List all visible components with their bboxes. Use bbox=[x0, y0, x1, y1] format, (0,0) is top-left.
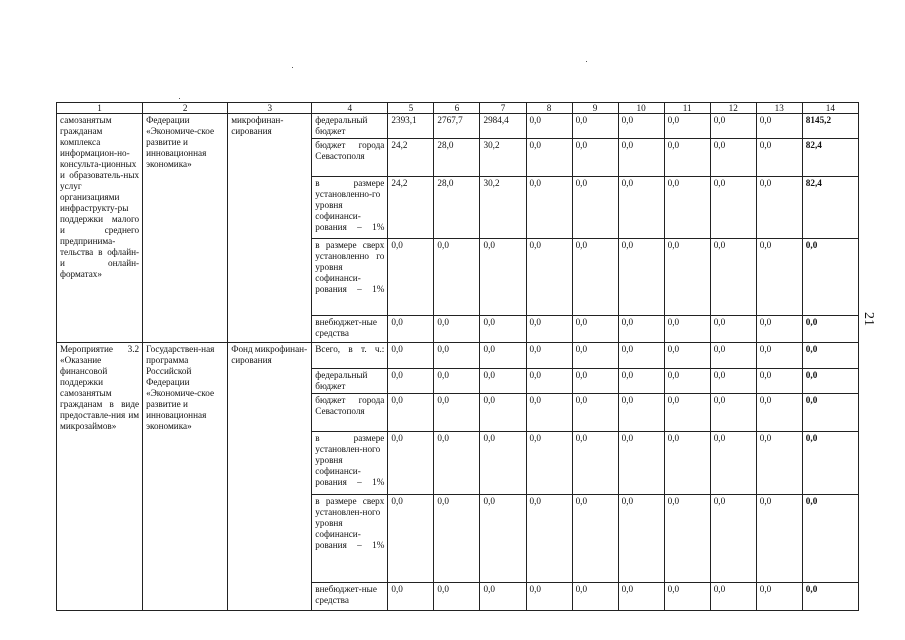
total-cell: 0,0 bbox=[802, 432, 858, 495]
value-cell: 0,0 bbox=[480, 583, 526, 611]
value-cell: 0,0 bbox=[526, 432, 572, 495]
value-cell: 0,0 bbox=[480, 495, 526, 583]
column-header: 9 bbox=[572, 103, 618, 114]
column-header: 14 bbox=[802, 103, 858, 114]
value-cell: 0,0 bbox=[526, 139, 572, 177]
value-cell: 0,0 bbox=[572, 316, 618, 343]
value-cell: 0,0 bbox=[572, 583, 618, 611]
value-cell: 0,0 bbox=[572, 369, 618, 394]
funding-source-cell: в размере установлен-ного уровня софинанси-рования – 1% bbox=[312, 432, 388, 495]
value-cell: 0,0 bbox=[526, 343, 572, 369]
value-cell: 0,0 bbox=[618, 316, 664, 343]
funding-source-cell: внебюджет-ные средства bbox=[312, 583, 388, 611]
total-cell: 82,4 bbox=[802, 177, 858, 239]
value-cell: 0,0 bbox=[388, 239, 434, 316]
value-cell: 0,0 bbox=[618, 495, 664, 583]
value-cell: 0,0 bbox=[388, 583, 434, 611]
measure-description-cell: Мероприятие 3.2 «Оказание финансовой поддержки самозанятым гражданам в виде предоставле-ния им микрозаймов» bbox=[57, 343, 143, 611]
value-cell: 2767,7 bbox=[434, 114, 480, 139]
value-cell: 0,0 bbox=[664, 369, 710, 394]
value-cell: 0,0 bbox=[388, 394, 434, 432]
value-cell: 0,0 bbox=[710, 495, 756, 583]
total-cell: 0,0 bbox=[802, 495, 858, 583]
value-cell: 0,0 bbox=[572, 239, 618, 316]
value-cell: 0,0 bbox=[572, 394, 618, 432]
value-cell: 0,0 bbox=[434, 583, 480, 611]
value-cell: 0,0 bbox=[710, 432, 756, 495]
value-cell: 0,0 bbox=[756, 369, 802, 394]
value-cell: 30,2 bbox=[480, 139, 526, 177]
value-cell: 0,0 bbox=[756, 239, 802, 316]
value-cell: 0,0 bbox=[710, 583, 756, 611]
value-cell: 0,0 bbox=[664, 583, 710, 611]
value-cell: 0,0 bbox=[756, 343, 802, 369]
value-cell: 0,0 bbox=[388, 343, 434, 369]
total-cell: 8145,2 bbox=[802, 114, 858, 139]
table-body bbox=[57, 114, 859, 611]
column-header: 10 bbox=[618, 103, 664, 114]
total-cell: 0,0 bbox=[802, 583, 858, 611]
column-header: 6 bbox=[434, 103, 480, 114]
value-cell: 0,0 bbox=[664, 316, 710, 343]
value-cell: 0,0 bbox=[618, 239, 664, 316]
value-cell: 0,0 bbox=[710, 114, 756, 139]
column-header: 7 bbox=[480, 103, 526, 114]
funding-source-cell: внебюджет-ные средства bbox=[312, 316, 388, 343]
value-cell: 0,0 bbox=[710, 177, 756, 239]
value-cell: 0,0 bbox=[572, 343, 618, 369]
value-cell: 0,0 bbox=[618, 583, 664, 611]
total-cell: 0,0 bbox=[802, 369, 858, 394]
value-cell: 0,0 bbox=[664, 432, 710, 495]
scan-speck bbox=[179, 98, 180, 99]
column-number-row bbox=[57, 103, 859, 114]
funding-source-cell: в размере сверх установлен-ного уровня софинанси-рования – 1% bbox=[312, 495, 388, 583]
value-cell: 0,0 bbox=[756, 139, 802, 177]
value-cell: 0,0 bbox=[434, 316, 480, 343]
value-cell: 0,0 bbox=[756, 177, 802, 239]
value-cell: 0,0 bbox=[526, 583, 572, 611]
funding-source-cell: бюджет города Севастополя bbox=[312, 139, 388, 177]
value-cell: 24,2 bbox=[388, 139, 434, 177]
value-cell: 0,0 bbox=[664, 139, 710, 177]
total-cell: 0,0 bbox=[802, 239, 858, 316]
funding-source-cell: федеральный бюджет bbox=[312, 114, 388, 139]
value-cell: 0,0 bbox=[710, 343, 756, 369]
value-cell: 0,0 bbox=[434, 239, 480, 316]
value-cell: 0,0 bbox=[618, 139, 664, 177]
value-cell: 0,0 bbox=[434, 495, 480, 583]
value-cell: 0,0 bbox=[618, 177, 664, 239]
value-cell: 0,0 bbox=[526, 114, 572, 139]
column-header: 8 bbox=[526, 103, 572, 114]
value-cell: 0,0 bbox=[756, 432, 802, 495]
scan-speck bbox=[586, 61, 587, 62]
value-cell: 0,0 bbox=[618, 432, 664, 495]
value-cell: 2984,4 bbox=[480, 114, 526, 139]
value-cell: 28,0 bbox=[434, 177, 480, 239]
column-header: 4 bbox=[312, 103, 388, 114]
column-header: 5 bbox=[388, 103, 434, 114]
value-cell: 0,0 bbox=[710, 316, 756, 343]
value-cell: 0,0 bbox=[664, 394, 710, 432]
funding-source-cell: федеральный бюджет bbox=[312, 369, 388, 394]
executor-cell: микрофинан-сирования bbox=[228, 114, 312, 343]
value-cell: 0,0 bbox=[526, 394, 572, 432]
value-cell: 0,0 bbox=[664, 343, 710, 369]
value-cell: 0,0 bbox=[664, 114, 710, 139]
value-cell: 30,2 bbox=[480, 177, 526, 239]
program-cell: Государствен-ная программа Российской Федерации «Экономиче-ское развитие и инновационная экономика» bbox=[143, 343, 228, 611]
value-cell: 0,0 bbox=[618, 343, 664, 369]
value-cell: 0,0 bbox=[480, 239, 526, 316]
value-cell: 0,0 bbox=[480, 369, 526, 394]
column-header: 2 bbox=[143, 103, 228, 114]
value-cell: 0,0 bbox=[710, 394, 756, 432]
value-cell: 0,0 bbox=[618, 369, 664, 394]
total-cell: 0,0 bbox=[802, 316, 858, 343]
value-cell: 0,0 bbox=[480, 343, 526, 369]
value-cell: 0,0 bbox=[434, 432, 480, 495]
column-header: 12 bbox=[710, 103, 756, 114]
value-cell: 0,0 bbox=[526, 177, 572, 239]
column-header: 11 bbox=[664, 103, 710, 114]
value-cell: 0,0 bbox=[434, 343, 480, 369]
value-cell: 28,0 bbox=[434, 139, 480, 177]
value-cell: 0,0 bbox=[572, 114, 618, 139]
value-cell: 0,0 bbox=[572, 177, 618, 239]
value-cell: 0,0 bbox=[526, 316, 572, 343]
program-cell: Федерации «Экономиче-ское развитие и инновационная экономика» bbox=[143, 114, 228, 343]
page-number: 21 bbox=[861, 312, 876, 326]
value-cell: 0,0 bbox=[756, 114, 802, 139]
value-cell: 0,0 bbox=[664, 495, 710, 583]
value-cell: 0,0 bbox=[710, 139, 756, 177]
column-header: 1 bbox=[57, 103, 143, 114]
value-cell: 0,0 bbox=[526, 239, 572, 316]
value-cell: 0,0 bbox=[572, 495, 618, 583]
value-cell: 0,0 bbox=[526, 495, 572, 583]
funding-source-cell: Всего, в т. ч.: bbox=[312, 343, 388, 369]
total-cell: 0,0 bbox=[802, 343, 858, 369]
value-cell: 0,0 bbox=[618, 394, 664, 432]
value-cell: 0,0 bbox=[756, 583, 802, 611]
value-cell: 2393,1 bbox=[388, 114, 434, 139]
column-header: 3 bbox=[228, 103, 312, 114]
funding-source-cell: в размере установленно-го уровня софинанси-рования – 1% bbox=[312, 177, 388, 239]
measure-description-cell: самозанятым гражданам комплекса информацион-но-консульта-ционных и образователь-ных услуг организациями инфраструкту-ры поддержки малого и среднего предпринима-тельства в офлайн- и онлайн-форматах» bbox=[57, 114, 143, 343]
value-cell: 0,0 bbox=[664, 177, 710, 239]
scan-speck bbox=[292, 67, 293, 68]
value-cell: 0,0 bbox=[618, 114, 664, 139]
value-cell: 0,0 bbox=[434, 394, 480, 432]
value-cell: 0,0 bbox=[388, 432, 434, 495]
value-cell: 0,0 bbox=[526, 369, 572, 394]
total-cell: 0,0 bbox=[802, 394, 858, 432]
executor-cell: Фонд микрофинан-сирования bbox=[228, 343, 312, 611]
value-cell: 0,0 bbox=[664, 239, 710, 316]
budget-table bbox=[56, 102, 859, 611]
funding-source-cell: бюджет города Севастополя bbox=[312, 394, 388, 432]
value-cell: 24,2 bbox=[388, 177, 434, 239]
table-row bbox=[57, 343, 859, 369]
table-row bbox=[57, 114, 859, 139]
value-cell: 0,0 bbox=[710, 369, 756, 394]
value-cell: 0,0 bbox=[480, 316, 526, 343]
value-cell: 0,0 bbox=[710, 239, 756, 316]
value-cell: 0,0 bbox=[480, 432, 526, 495]
value-cell: 0,0 bbox=[434, 369, 480, 394]
value-cell: 0,0 bbox=[572, 139, 618, 177]
column-header: 13 bbox=[756, 103, 802, 114]
total-cell: 82,4 bbox=[802, 139, 858, 177]
value-cell: 0,0 bbox=[756, 316, 802, 343]
value-cell: 0,0 bbox=[756, 394, 802, 432]
value-cell: 0,0 bbox=[388, 369, 434, 394]
funding-source-cell: в размере сверх установленно го уровня софинанси-рования – 1% bbox=[312, 239, 388, 316]
value-cell: 0,0 bbox=[756, 495, 802, 583]
value-cell: 0,0 bbox=[572, 432, 618, 495]
value-cell: 0,0 bbox=[480, 394, 526, 432]
value-cell: 0,0 bbox=[388, 495, 434, 583]
value-cell: 0,0 bbox=[388, 316, 434, 343]
